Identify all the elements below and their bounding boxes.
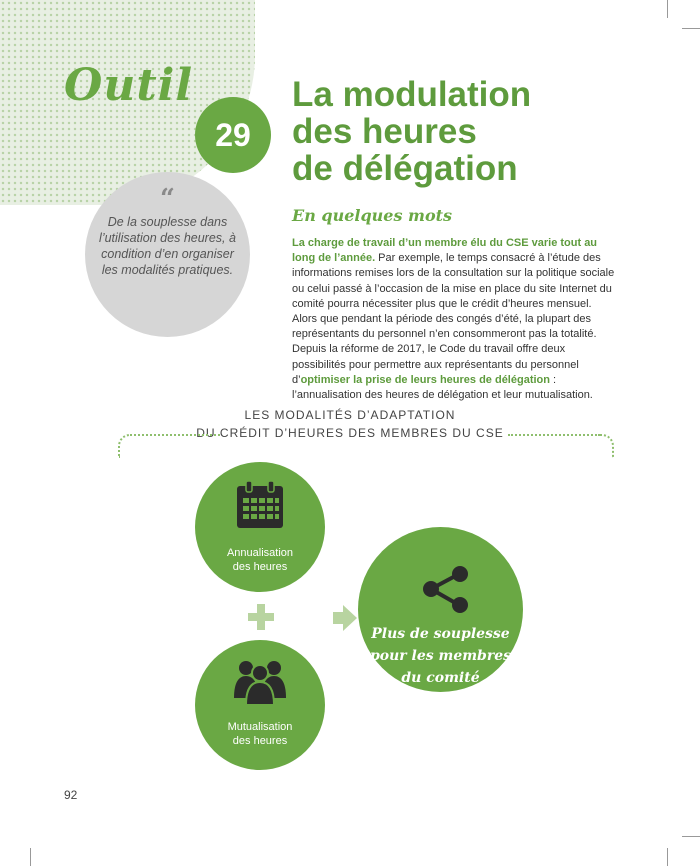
dotted-rule: [508, 434, 600, 436]
annualisation-circle: [195, 462, 325, 592]
share-icon: [421, 565, 471, 615]
label-line: Plus de souplesse: [371, 626, 510, 642]
quote-text: De la souplesse dans l’utilisation des heures, à condition d’en organiser les modalités pratiques.: [99, 215, 236, 277]
label-line: des heures: [232, 561, 288, 573]
paragraph-text: Par exemple, le temps consacré à l’étude des informations remises lors de la consultation sur la politique sociale ou celui passé à l’occasion de la mise en place du site Internet du comité pourra nécessiter plus que le crédit d’heures mensuel. Alors que pendant la période des congés d’été, la plupart des représentants du personnel n’en consommeront pas la totalité. Depuis la réforme de 2017, le Code du travail offre deux possibilités pour permettre aux représentants du personnel d’: [292, 252, 615, 386]
diagram-title-line: DU CRÉDIT D’HEURES DES MEMBRES DU CSE: [196, 426, 504, 440]
title-line: La modulation: [292, 75, 532, 114]
mutualisation-circle: [195, 640, 325, 770]
tool-label: Outil: [64, 60, 194, 111]
result-label: [358, 623, 523, 689]
result-circle: [358, 527, 523, 692]
label-line: Annualisation: [226, 547, 294, 559]
lead-sentence: La charge de travail d’un membre élu du CSE varie tout au long de l’année.: [292, 237, 598, 265]
dotted-rule: [130, 434, 220, 436]
crop-mark: [682, 836, 700, 837]
mutualisation-label: [195, 720, 325, 748]
title-line: de délégation: [292, 149, 518, 188]
bracket-left: [118, 434, 132, 458]
quote-bubble: [85, 172, 250, 337]
label-line: des heures: [232, 735, 288, 747]
intro-paragraph: [292, 236, 618, 403]
plus-icon: [248, 604, 274, 630]
page-title: [292, 76, 531, 187]
crop-mark: [667, 0, 668, 18]
section-heading: En quelques mots: [292, 206, 453, 225]
quote-mark-icon: “: [160, 184, 175, 214]
annualisation-label: [195, 546, 325, 574]
title-line: des heures: [292, 112, 477, 151]
crop-mark: [30, 848, 31, 866]
diagram-title: [0, 406, 700, 442]
crop-mark: [667, 848, 668, 866]
paragraph-text: : l’annualisation des heures de délégation et leur mutualisation.: [292, 373, 593, 402]
tool-number-badge: 29: [195, 97, 271, 173]
crop-mark: [682, 28, 700, 29]
label-line: pour les membres: [369, 648, 512, 664]
page-number: 92: [64, 788, 78, 802]
group-icon: [233, 656, 287, 706]
label-line: Mutualisation: [227, 721, 293, 733]
calendar-icon: [235, 480, 285, 530]
arrow-right-icon: [333, 605, 357, 631]
highlighted-phrase: optimiser la prise de leurs heures de délégation: [300, 373, 550, 386]
diagram-title-line: LES MODALITÉS D’ADAPTATION: [244, 408, 456, 422]
label-line: du comité: [401, 670, 480, 686]
